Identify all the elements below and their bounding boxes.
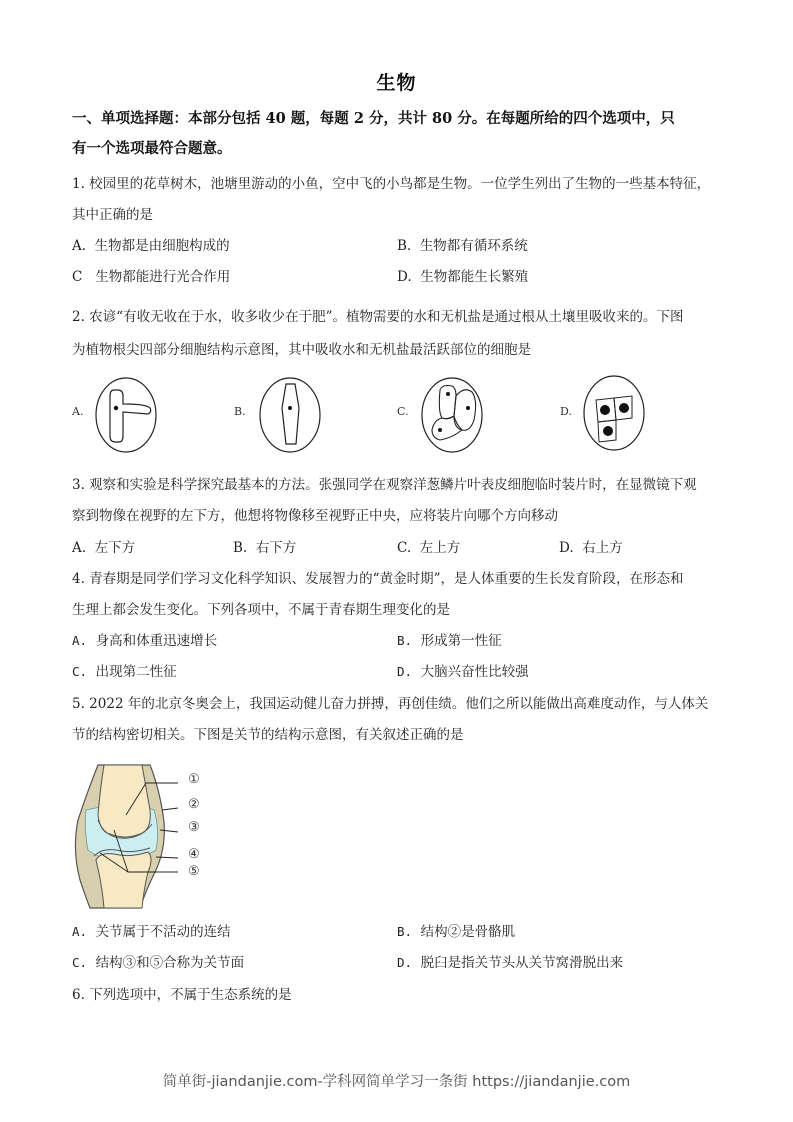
option-text: 生物都是由细胞构成的: [94, 238, 230, 254]
option-text: 右上方: [582, 540, 623, 556]
joint-label-3: ③: [188, 820, 200, 835]
option-text: 生物都能生长繁殖: [420, 269, 529, 285]
elongation-cell-figure[interactable]: [258, 376, 322, 454]
question-5-line-1: 5. 2022 年的北京冬奥会上，我国运动健儿奋力拼搏，再创佳绩。他们之所以能做出高难度动作，与人体关: [72, 696, 709, 712]
section-header: [72, 104, 722, 164]
question-4-option-a[interactable]: [72, 629, 217, 649]
question-4-option-d[interactable]: [397, 660, 529, 680]
question-5-option-a[interactable]: [72, 920, 231, 940]
question-3-option-a[interactable]: [72, 536, 135, 556]
option-label: C.: [72, 664, 88, 679]
question-1-option-a[interactable]: [72, 234, 230, 254]
option-label: A.: [72, 238, 87, 254]
question-4-line-2: 生理上都会发生变化。下列各项中，不属于青春期生理变化的是: [72, 602, 450, 618]
question-5-option-c[interactable]: [72, 951, 244, 971]
question-3-option-b[interactable]: [233, 536, 296, 556]
figure-d-label[interactable]: D.: [560, 405, 572, 418]
question-1-line-2: 其中正确的是: [72, 207, 153, 223]
question-4-option-b[interactable]: [397, 629, 502, 649]
root-cap-cell-figure[interactable]: [582, 374, 646, 452]
option-label: A.: [72, 540, 87, 556]
option-text: 结构②是骨骼肌: [420, 924, 516, 940]
option-label: A.: [72, 924, 88, 939]
option-label: D.: [397, 664, 413, 679]
page-title: 生物: [376, 72, 417, 94]
option-text: 左上方: [419, 540, 461, 556]
question-6-line-1: 6. 下列选项中，不属于生态系统的是: [72, 987, 292, 1003]
option-text: 形成第一性征: [420, 633, 502, 649]
option-label: C.: [397, 540, 412, 556]
option-text: 脱臼是指关节头从关节窝滑脱出来: [420, 955, 624, 971]
option-text: 身高和体重迅速增长: [95, 633, 218, 649]
option-text: 关节属于不活动的连结: [95, 924, 231, 940]
option-text: 左下方: [94, 540, 136, 556]
question-3-line-2: 察到物像在视野的左下方，他想将物像移至视野正中央，应将装片向哪个方向移动: [72, 508, 558, 524]
option-label: D.: [559, 540, 574, 556]
option-label: C: [72, 269, 83, 285]
option-label: C.: [72, 955, 88, 970]
question-3-line-1: 3. 观察和实验是科学探究最基本的方法。张强同学在观察洋葱鳞片叶表皮细胞临时装片时，在显微镜下观: [72, 477, 697, 493]
option-label: B.: [397, 238, 412, 254]
joint-label-1: ①: [188, 772, 200, 787]
footer-watermark[interactable]: 简单街-jiandanjie.com-学科网简单学习一条街 https://jiandanjie.com: [162, 1074, 631, 1090]
question-2-line-2: 为植物根尖四部分细胞结构示意图，其中吸收水和无机盐最活跃部位的细胞是: [72, 342, 531, 358]
question-4-line-1: 4. 青春期是同学们学习文化科学知识、发展智力的“黄金时期”，是人体重要的生长发育阶段，在形态和: [72, 571, 684, 587]
joint-label-5: ⑤: [188, 864, 200, 879]
question-3-option-d[interactable]: [559, 536, 623, 556]
section-header-line-1: 一、单项选择题：本部分包括 40 题，每题 2 分，共计 80 分。在每题所给的四个选项中，只: [72, 110, 675, 127]
question-1-line-1: 1. 校园里的花草树木，池塘里游动的小鱼，空中飞的小鸟都是生物。一位学生列出了生物的一些基本特征，: [72, 176, 711, 192]
joint-label-2: ②: [188, 797, 200, 812]
joint-label-4: ④: [188, 847, 200, 862]
option-text: 出现第二性征: [95, 664, 177, 680]
question-4-option-c[interactable]: [72, 660, 177, 680]
option-text: 大脑兴奋性比较强: [420, 664, 529, 680]
option-text: 右下方: [255, 540, 297, 556]
figure-b-label[interactable]: B.: [234, 405, 246, 418]
question-1-option-c[interactable]: [72, 265, 230, 285]
option-label: B.: [397, 633, 413, 648]
question-1-option-d[interactable]: [397, 265, 528, 285]
question-3-option-c[interactable]: [397, 536, 460, 556]
question-5-option-d[interactable]: [397, 951, 623, 971]
option-label: A.: [72, 633, 88, 648]
option-label: B.: [397, 924, 413, 939]
question-2-line-1: 2. 农谚“有收无收在于水，收多收少在于肥”。植物需要的水和无机盐是通过根从土壤里吸收来的。下图: [72, 309, 684, 325]
meristem-cell-figure[interactable]: [420, 376, 484, 454]
question-5-option-b[interactable]: [397, 920, 515, 940]
option-text: 生物都能进行光合作用: [95, 269, 231, 285]
figure-c-label[interactable]: C.: [397, 405, 409, 418]
option-text: 结构③和⑤合称为关节面: [95, 955, 245, 971]
question-1-option-b[interactable]: [397, 234, 528, 254]
section-header-line-2: 有一个选项最符合题意。: [72, 140, 232, 157]
option-label: D.: [397, 269, 412, 285]
option-label: D.: [397, 955, 413, 970]
question-5-line-2: 节的结构密切相关。下图是关节的结构示意图，有关叙述正确的是: [72, 727, 464, 743]
figure-a-label[interactable]: A.: [72, 405, 84, 418]
option-text: 生物都有循环系统: [419, 238, 528, 254]
option-label: B.: [233, 540, 248, 556]
root-hair-cell-figure[interactable]: [94, 376, 158, 454]
